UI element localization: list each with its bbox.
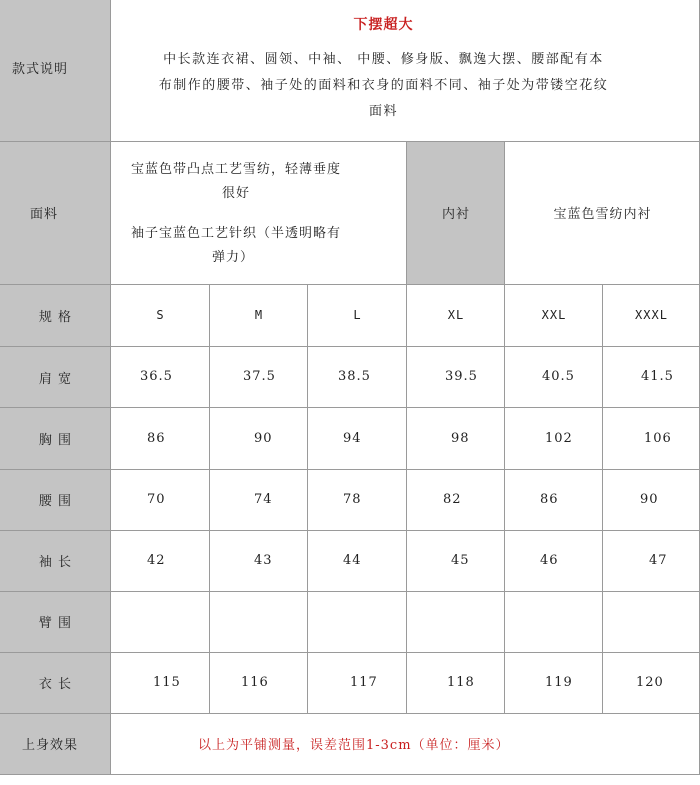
measurement-note: 以上为平铺测量，误差范围1-3cm（单位：厘米） xyxy=(198,738,510,753)
size-xl: XL xyxy=(447,308,465,322)
style-line-3: 面料 xyxy=(368,104,398,119)
shoulder-s: 36.5 xyxy=(140,369,173,384)
shoulder-l: 38.5 xyxy=(338,369,371,384)
sleeve-xxl: 46 xyxy=(540,553,559,568)
style-line-2: 布制作的腰带、袖子处的面料和衣身的面料不同、袖子处为带镂空花纹 xyxy=(158,78,609,93)
table-cell xyxy=(505,592,603,653)
length-xl: 118 xyxy=(447,675,475,690)
chest-xxl: 102 xyxy=(545,431,573,446)
row-label-sleeve: 袖 长 xyxy=(38,555,73,570)
shoulder-xxxl: 41.5 xyxy=(641,369,674,384)
chest-l: 94 xyxy=(343,431,362,446)
fabric-line-2: 很好 xyxy=(221,186,250,201)
chest-s: 86 xyxy=(147,431,166,446)
effect-label: 上身效果 xyxy=(22,738,79,753)
length-s: 115 xyxy=(153,675,181,690)
row-label-shoulder: 肩 宽 xyxy=(38,372,73,387)
sleeve-line-2: 弹力） xyxy=(212,250,255,265)
style-label: 款式说明 xyxy=(12,62,69,77)
table-cell xyxy=(111,592,210,653)
chest-xl: 98 xyxy=(451,431,470,446)
table-cell xyxy=(603,592,700,653)
row-label-chest: 胸 围 xyxy=(38,433,73,448)
size-l: L xyxy=(353,308,362,322)
waist-l: 78 xyxy=(343,492,362,507)
row-label-waist: 腰 围 xyxy=(38,494,73,509)
lining-label: 内衬 xyxy=(441,207,470,222)
length-xxl: 119 xyxy=(545,675,573,690)
chest-m: 90 xyxy=(254,431,273,446)
sleeve-l: 44 xyxy=(343,553,362,568)
sleeve-xxxl: 47 xyxy=(649,553,668,568)
size-header-label: 规 格 xyxy=(38,310,73,325)
row-label-arm: 臂 围 xyxy=(38,616,73,631)
sleeve-m: 43 xyxy=(254,553,273,568)
waist-xxl: 86 xyxy=(540,492,559,507)
row-label-length: 衣 长 xyxy=(38,677,73,692)
waist-xxxl: 90 xyxy=(640,492,659,507)
length-l: 117 xyxy=(350,675,378,690)
length-xxxl: 120 xyxy=(636,675,664,690)
fabric-label: 面料 xyxy=(30,207,59,222)
chest-xxxl: 106 xyxy=(644,431,672,446)
fabric-line-1: 宝蓝色带凸点工艺雪纺，轻薄垂度 xyxy=(130,162,341,177)
table-cell xyxy=(210,592,308,653)
waist-s: 70 xyxy=(147,492,166,507)
sleeve-xl: 45 xyxy=(451,553,470,568)
table-cell xyxy=(407,592,505,653)
shoulder-m: 37.5 xyxy=(243,369,276,384)
style-line-1: 中长款连衣裙、圆领、中袖、 中腰、修身版、飘逸大摆、腰部配有本 xyxy=(163,52,604,67)
size-xxxl: XXXL xyxy=(635,308,668,322)
sleeve-line-1: 袖子宝蓝色工艺针织（半透明略有 xyxy=(130,226,341,241)
shoulder-xxl: 40.5 xyxy=(542,369,575,384)
table-cell xyxy=(308,592,407,653)
waist-xl: 82 xyxy=(443,492,462,507)
size-s: S xyxy=(156,308,165,322)
size-m: M xyxy=(254,308,264,322)
size-xxl: XXL xyxy=(541,308,567,322)
sleeve-s: 42 xyxy=(147,553,166,568)
lining-value: 宝蓝色雪纺内衬 xyxy=(553,207,652,222)
length-m: 116 xyxy=(241,675,269,690)
product-title: 下摆超大 xyxy=(353,17,414,33)
shoulder-xl: 39.5 xyxy=(445,369,478,384)
waist-m: 74 xyxy=(254,492,273,507)
